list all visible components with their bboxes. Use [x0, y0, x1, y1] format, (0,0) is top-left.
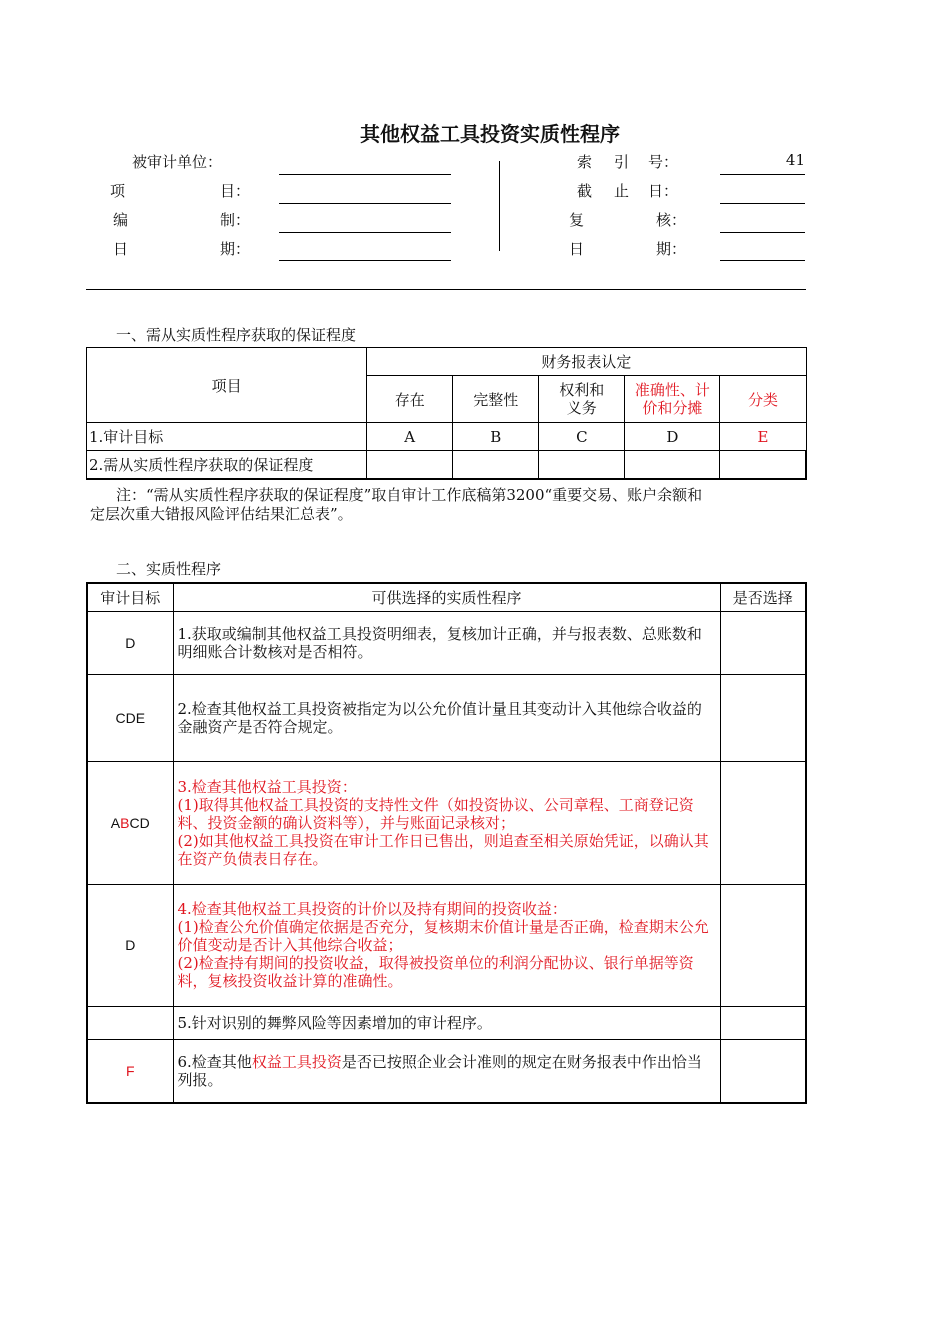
objective-d: D: [625, 423, 720, 451]
procedure-part: 6.检查其他: [177, 1052, 252, 1071]
row-audit-objective-label: 1.审计目标: [87, 423, 367, 451]
procedure-line: (1)取得其他权益工具投资的支持性文件（如投资协议、公司章程、工商登记资料、投资金额的确认资料等），并与账面记录核对；: [177, 795, 694, 832]
review-date-label-b: 期：: [656, 240, 687, 258]
note-line-1: 注：“需从实质性程序获取的保证程度”取自审计工作底稿第3200“重要交易、账户余额和: [116, 486, 703, 504]
assertion-valuation: 准确性、计 价和分摊: [625, 376, 720, 423]
assurance-table: [86, 347, 807, 480]
col-item-header: 项目: [87, 348, 367, 423]
section2-heading: 二、实质性程序: [116, 560, 222, 578]
header-divider: [499, 161, 500, 251]
index-label-c: 号：: [648, 153, 679, 171]
row-objective: D: [87, 884, 173, 1006]
table-row: [87, 611, 806, 674]
procedure-part: 是否已按照企业会计准则的规定在财务报表中作出恰当列报。: [177, 1052, 702, 1089]
procedure-line: 4.检查其他权益工具投资的计价以及持有期间的投资收益：: [177, 900, 567, 918]
review-label-a: 复: [569, 211, 585, 229]
index-value: 41: [785, 151, 805, 169]
review-label-b: 核：: [656, 211, 687, 229]
assertions-group-header: 财务报表认定: [367, 348, 806, 376]
col-objective-header: 审计目标: [87, 583, 173, 611]
prepared-field[interactable]: [279, 232, 451, 233]
select-cell[interactable]: [720, 761, 806, 884]
objective-e: E: [720, 423, 806, 451]
objective-part-a: A: [110, 814, 121, 831]
auditee-label: 被审计单位：: [132, 153, 223, 171]
table-row: [87, 761, 806, 884]
row-assurance-label: 2.需从实质性程序获取的保证程度: [87, 451, 367, 479]
assurance-cell[interactable]: [367, 451, 453, 479]
assertion-completeness: 完整性: [453, 376, 539, 423]
select-cell[interactable]: [720, 1006, 806, 1039]
row-objective: [87, 761, 173, 884]
date-label-a: 日: [113, 240, 129, 258]
assurance-cell[interactable]: [453, 451, 539, 479]
assertion-existence: 存在: [367, 376, 453, 423]
assertion-classification: 分类: [720, 376, 806, 423]
auditee-field[interactable]: [279, 174, 451, 175]
note-line-2: 定层次重大错报风险评估结果汇总表”。: [90, 505, 353, 523]
project-label-b: 目：: [220, 182, 251, 200]
procedure-line: 3.检查其他权益工具投资：: [177, 777, 357, 796]
page-title: 其他权益工具投资实质性程序: [360, 122, 620, 146]
index-label-b: 引: [614, 153, 630, 171]
cutoff-label-c: 日：: [648, 182, 679, 200]
review-date-field[interactable]: [720, 260, 805, 261]
procedure-text: 2.检查其他权益工具投资被指定为以公允价值计量且其变动计入其他综合收益的金融资产是否符合规定。: [173, 674, 720, 761]
procedure-text: [173, 1039, 720, 1103]
cutoff-field[interactable]: [720, 203, 805, 204]
date-field[interactable]: [279, 260, 451, 261]
assurance-cell[interactable]: [720, 451, 806, 479]
objective-part-b: B: [120, 814, 130, 831]
row-objective: [87, 1006, 173, 1039]
select-cell[interactable]: [720, 1039, 806, 1103]
objective-part-c: CD: [129, 814, 150, 831]
review-date-label-a: 日: [569, 240, 585, 258]
objective-b: B: [453, 423, 539, 451]
index-field[interactable]: [720, 174, 805, 175]
project-label-a: 项: [110, 182, 126, 200]
procedure-text: 5.针对识别的舞弊风险等因素增加的审计程序。: [173, 1006, 720, 1039]
assurance-cell[interactable]: [625, 451, 720, 479]
cutoff-label-a: 截: [577, 182, 593, 200]
procedure-text: [173, 884, 720, 1006]
procedure-part-highlight: 权益工具投资: [251, 1052, 342, 1071]
procedure-text: 1.获取或编制其他权益工具投资明细表，复核加计正确，并与报表数、总账数和明细账合计数核对是否相符。: [173, 611, 720, 674]
procedures-table: [86, 582, 807, 1104]
header-rule: [86, 289, 806, 290]
project-field[interactable]: [279, 203, 451, 204]
procedure-line: (2)检查持有期间的投资收益，取得被投资单位的利润分配协议、银行单据等资料，复核投资收益计算的准确性。: [177, 954, 694, 990]
objective-a: A: [367, 423, 453, 451]
procedure-line: (1)检查公允价值确定依据是否充分，复核期末价值计量是否正确，检查期末公允价值变动是否计入其他综合收益；: [177, 918, 709, 954]
prepared-label-b: 制：: [220, 211, 251, 229]
cutoff-label-b: 止: [614, 182, 630, 200]
row-objective: D: [87, 611, 173, 674]
col-selected-header: 是否选择: [720, 583, 806, 611]
prepared-label-a: 编: [113, 211, 129, 229]
select-cell[interactable]: [720, 674, 806, 761]
index-label-a: 索: [577, 153, 593, 171]
procedure-text: [173, 761, 720, 884]
row-objective: CDE: [87, 674, 173, 761]
review-field[interactable]: [720, 232, 805, 233]
select-cell[interactable]: [720, 884, 806, 1006]
assurance-cell[interactable]: [539, 451, 625, 479]
row-objective: F: [87, 1039, 173, 1103]
table-row: [87, 1039, 806, 1103]
date-label-b: 期：: [220, 240, 251, 258]
col-procedure-header: 可供选择的实质性程序: [173, 583, 720, 611]
table-row: [87, 884, 806, 1006]
select-cell[interactable]: [720, 611, 806, 674]
table-row: [87, 1006, 806, 1039]
table-row: [87, 674, 806, 761]
objective-c: C: [539, 423, 625, 451]
procedure-line: (2)如其他权益工具投资在审计工作日已售出，则追查至相关原始凭证，以确认其在资产负债表日存在。: [177, 831, 709, 868]
assertion-rights: 权利和 义务: [539, 376, 625, 423]
section1-heading: 一、需从实质性程序获取的保证程度: [116, 326, 357, 344]
